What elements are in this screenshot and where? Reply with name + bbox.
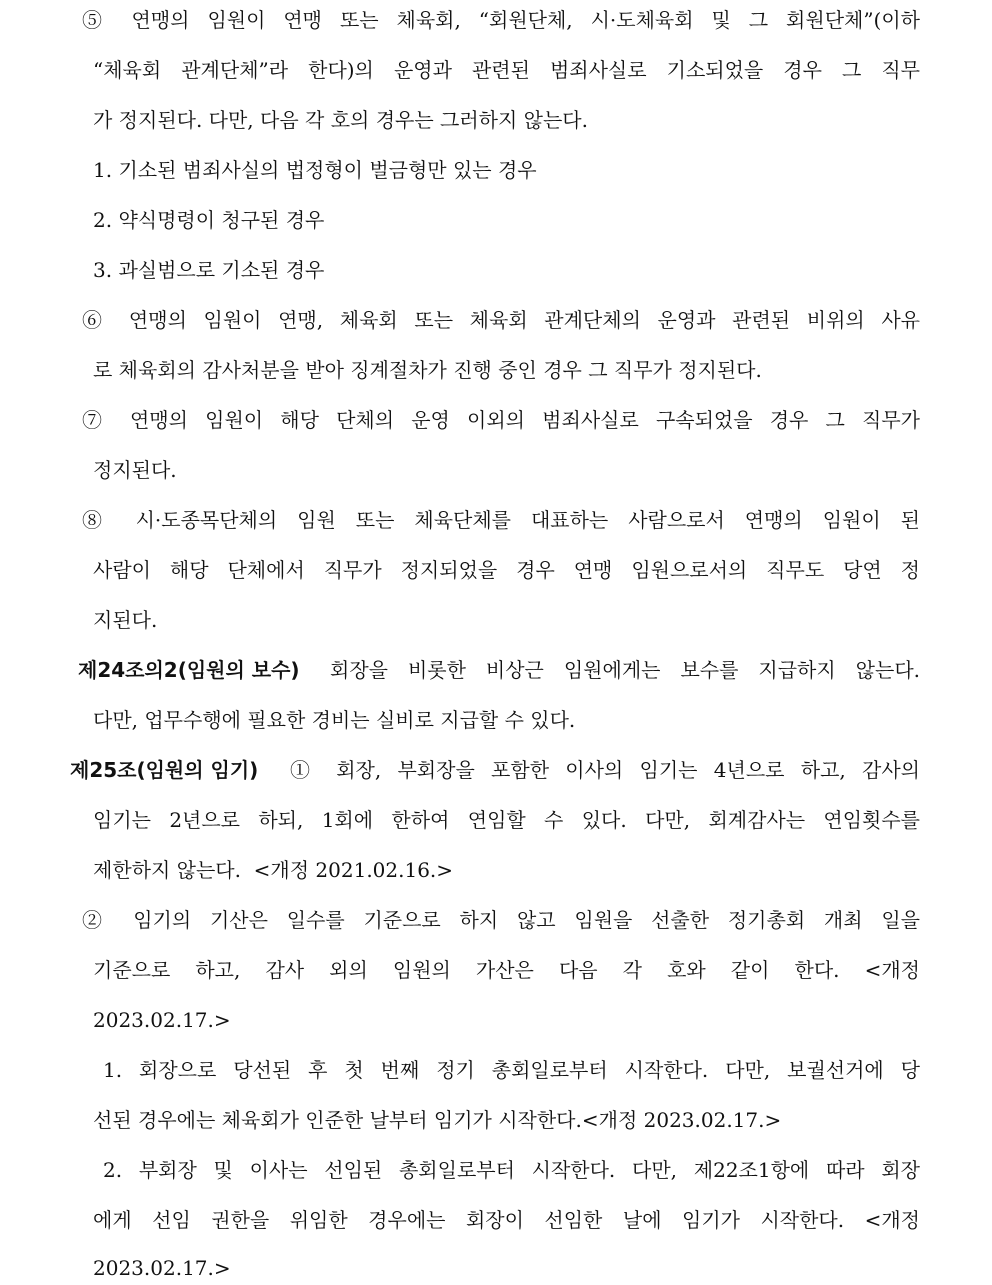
article-24-2-line1: 회장을 비롯한 비상근 임원에게는 보수를 지급하지 않는다.	[330, 658, 920, 682]
article-25-heading: 제25조(임원의 임기)	[70, 758, 259, 782]
article-25-p1-line2: 임기는 2년으로 하되, 1회에 한하여 연임할 수 있다. 다만, 회계감사는 연임횟수를	[93, 808, 920, 832]
article-25-item2-line3: 2023.02.17.>	[93, 1256, 231, 1280]
para7-line2: 정지된다.	[93, 458, 177, 482]
para8-line3: 지된다.	[93, 608, 158, 632]
article-25-p1-line3: 제한하지 않는다. <개정 2021.02.16.>	[93, 858, 454, 882]
para8-line2: 사람이 해당 단체에서 직무가 정지되었을 경우 연맹 임원으로서의 직무도 당연 정	[93, 558, 920, 582]
para8-line1: ⑧ 시·도종목단체의 임원 또는 체육단체를 대표하는 사람으로서 연맹의 임원이 된	[82, 508, 920, 532]
para5-line1: ⑤ 연맹의 임원이 연맹 또는 체육회, “회원단체, 시·도체육회 및 그 회원단체”(이하	[82, 8, 920, 32]
article-25-p1-line1: ① 회장, 부회장을 포함한 이사의 임기는 4년으로 하고, 감사의	[290, 758, 920, 782]
para7-line1: ⑦ 연맹의 임원이 해당 단체의 운영 이외의 범죄사실로 구속되었을 경우 그 직무가	[82, 408, 920, 432]
article-25-item2-line1: 2. 부회장 및 이사는 선임된 총회일로부터 시작한다. 다만, 제22조1항에 따라 회장	[103, 1158, 920, 1182]
para5-item-3: 3. 과실범으로 기소된 경우	[93, 258, 325, 282]
article-25-p2-line3: 2023.02.17.>	[93, 1008, 231, 1032]
para5-item-1: 1. 기소된 범죄사실의 법정형이 벌금형만 있는 경우	[93, 158, 537, 182]
article-25-item1-line1: 1. 회장으로 당선된 후 첫 번째 정기 총회일로부터 시작한다. 다만, 보궐선거에 당	[103, 1058, 920, 1082]
para6-line1: ⑥ 연맹의 임원이 연맹, 체육회 또는 체육회 관계단체의 운영과 관련된 비위의 사유	[82, 308, 920, 332]
article-25-item2-line2: 에게 선임 권한을 위임한 경우에는 회장이 선임한 날에 임기가 시작한다. <개정	[93, 1208, 920, 1232]
para5-line3: 가 정지된다. 다만, 다음 각 호의 경우는 그러하지 않는다.	[93, 108, 588, 132]
article-24-2-line2: 다만, 업무수행에 필요한 경비는 실비로 지급할 수 있다.	[93, 708, 576, 732]
article-25-p2-line1: ② 임기의 기산은 일수를 기준으로 하지 않고 임원을 선출한 정기총회 개최 일을	[82, 908, 920, 932]
article-25-item1-line2: 선된 경우에는 체육회가 인준한 날부터 임기가 시작한다.<개정 2023.02.17.>	[93, 1108, 782, 1132]
article-24-2-heading: 제24조의2(임원의 보수)	[78, 658, 300, 682]
para5-line2: “체육회 관계단체”라 한다)의 운영과 관련된 범죄사실로 기소되었을 경우 그 직무	[93, 58, 920, 82]
article-25-p2-line2: 기준으로 하고, 감사 외의 임원의 가산은 다음 각 호와 같이 한다. <개정	[93, 958, 920, 982]
para6-line2: 로 체육회의 감사처분을 받아 징계절차가 진행 중인 경우 그 직무가 정지된다.	[93, 358, 762, 382]
para5-item-2: 2. 약식명령이 청구된 경우	[93, 208, 325, 232]
